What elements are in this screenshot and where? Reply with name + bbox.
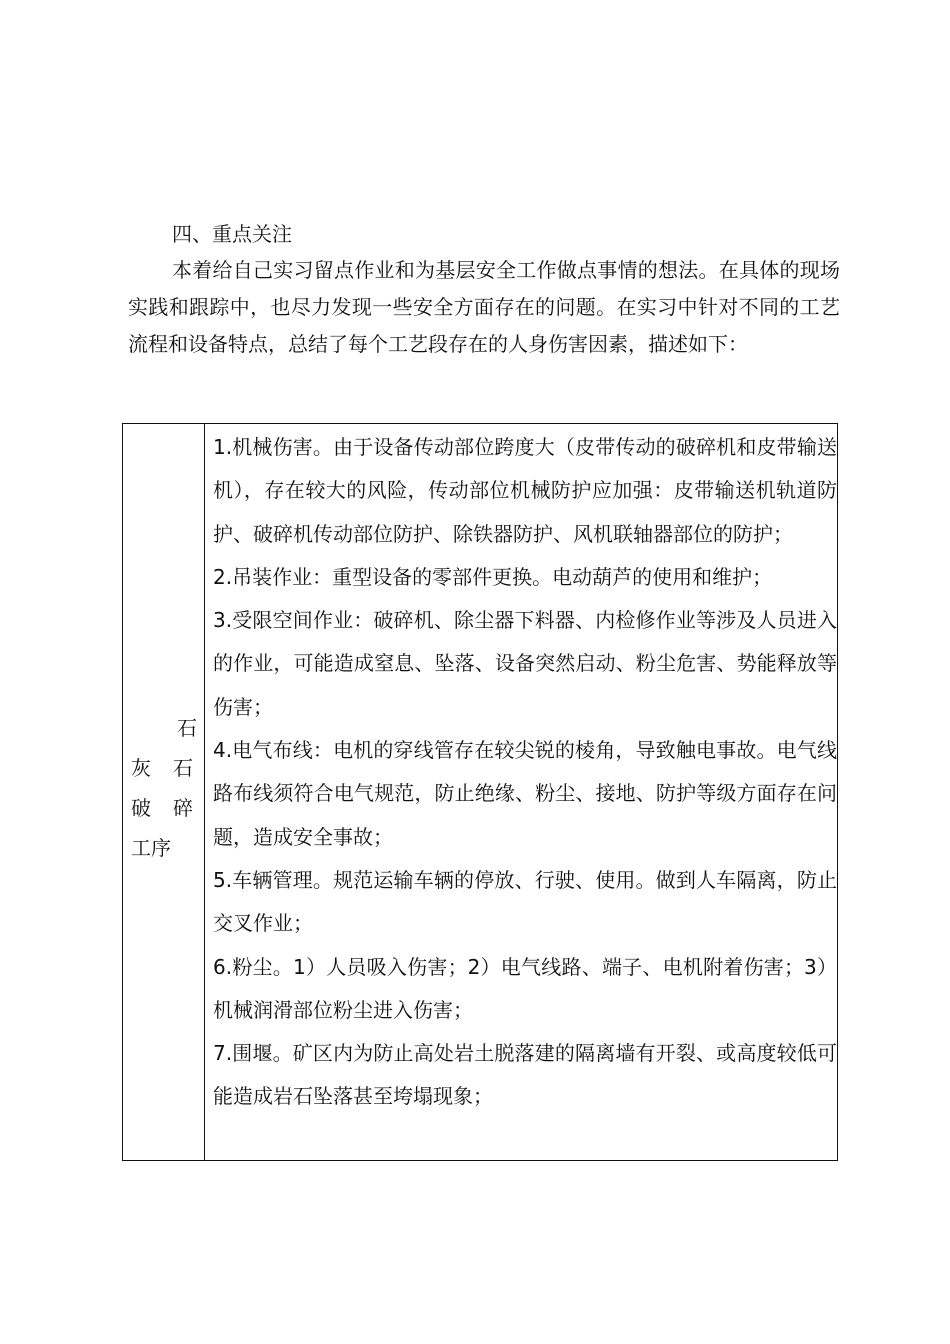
hazard-list-cell	[205, 424, 838, 1161]
process-label-line: 破碎	[131, 796, 215, 820]
section-heading: 四、重点关注	[172, 222, 292, 246]
hazard-item-vehicle: 5.车辆管理。规范运输车辆的停放、行驶、使用。做到人车隔离，防止交叉作业；	[213, 867, 837, 936]
intro-paragraph: 本着给自己实习留点作业和为基层安全工作做点事情的想法。在具体的现场实践和跟踪中，也尽力发现一些安全方面存在的问题。在实习中针对不同的工艺流程和设备特点，总结了每个工艺段存在的人身伤害因素，描述如下：	[128, 258, 840, 356]
hazard-item-electrical: 4.电气布线：电机的穿线管存在较尖锐的棱角，导致触电事故。电气线路布线须符合电气规范，防止绝缘、粉尘、接地、防护等级方面存在问题，造成安全事故；	[213, 738, 837, 849]
table-row	[123, 424, 838, 1161]
process-label	[131, 708, 215, 868]
hazard-item-dust: 6.粉尘。1）人员吸入伤害；2）电气线路、端子、电机附着伤害；3）机械润滑部位粉尘进入伤害；	[213, 954, 837, 1022]
hazard-item-lifting: 2.吊装作业：重型设备的零部件更换。电动葫芦的使用和维护；	[213, 564, 773, 589]
hazard-item-confined-space: 3.受限空间作业：破碎机、除尘器下料器、内检修作业等涉及人员进入的作业，可能造成窒息、坠落、设备突然启动、粉尘危害、势能释放等伤害；	[213, 608, 837, 719]
hazard-table	[122, 423, 838, 1161]
process-label-line: 石	[177, 716, 197, 740]
process-label-line: 灰石	[131, 756, 215, 780]
hazard-item-cofferdam: 7.围堰。矿区内为防止高处岩土脱落建的隔离墙有开裂、或高度较低可能造成岩石坠落甚至垮塌现象；	[213, 1041, 837, 1109]
process-label-line: 工序	[131, 836, 171, 860]
hazard-item-mechanical: 1.机械伤害。由于设备传动部位跨度大（皮带传动的破碎机和皮带输送机），存在较大的风险，传动部位机械防护应加强：皮带输送机轨道防护、破碎机传动部位防护、除铁器防护、风机联轴器部位的防护；	[213, 435, 837, 546]
process-cell	[123, 424, 215, 1161]
